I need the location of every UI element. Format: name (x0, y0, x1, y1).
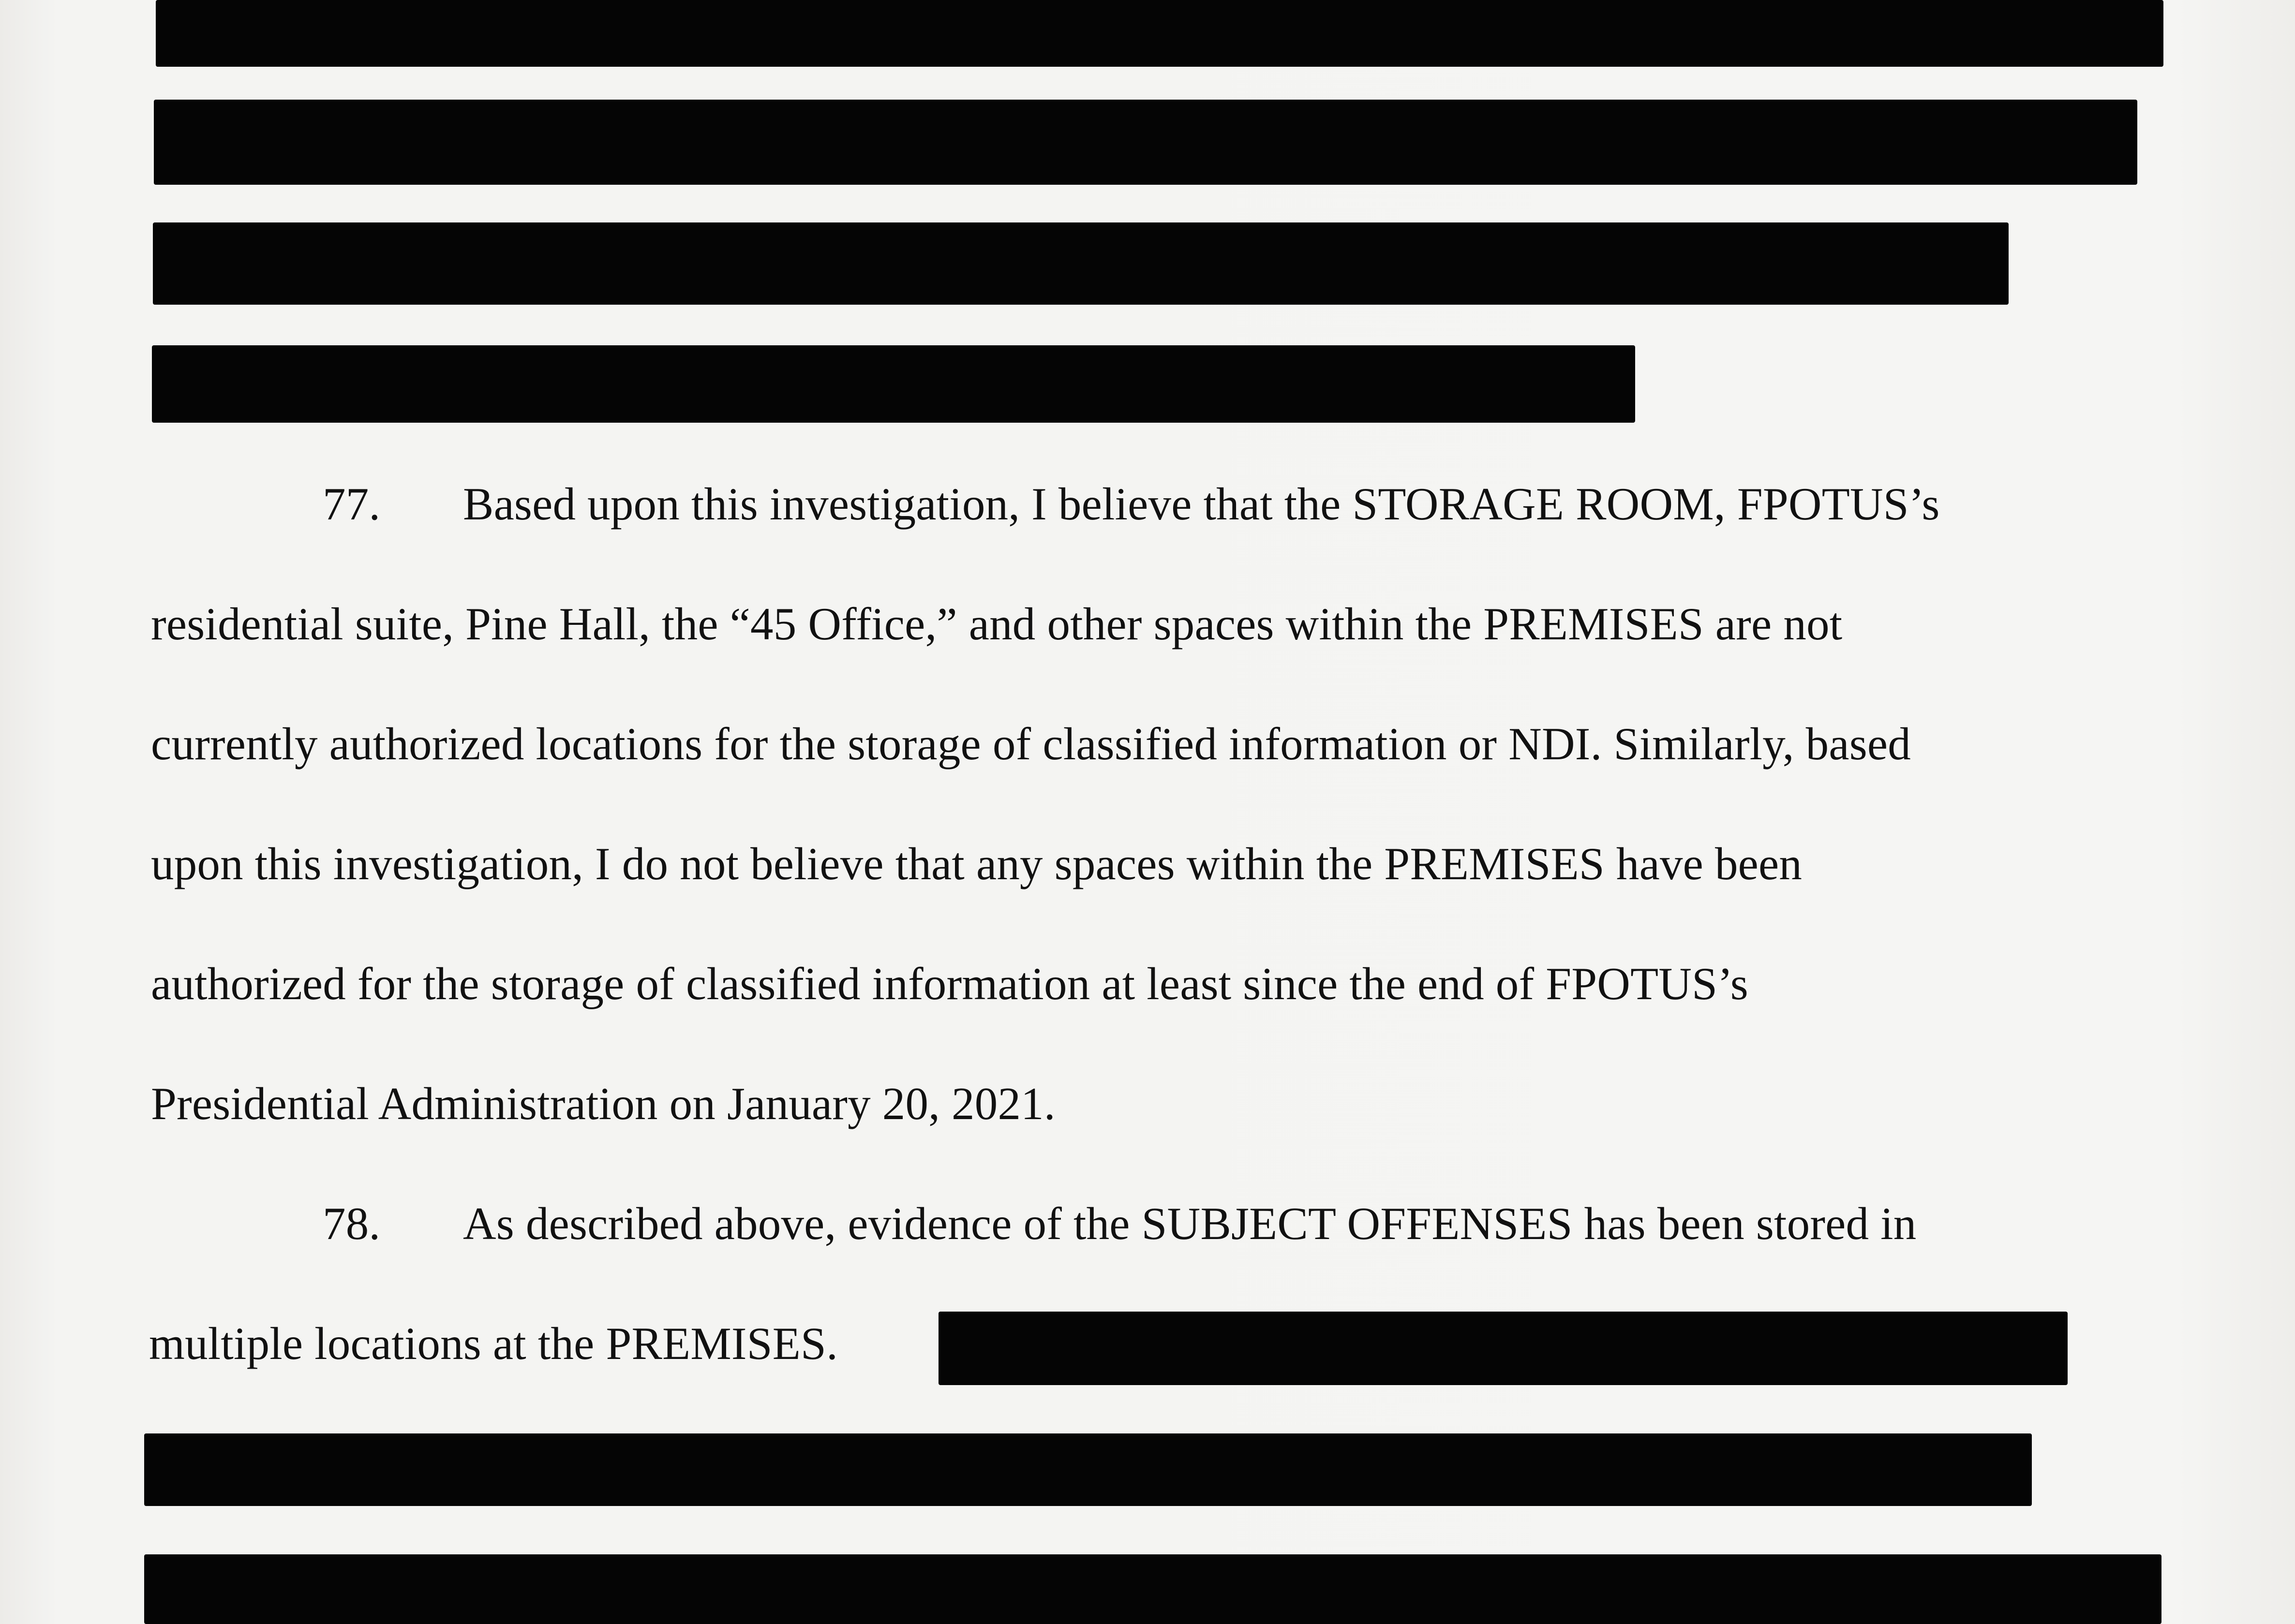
paragraph-text: upon this investigation, I do not believe that any spaces within the PREMISES have been (151, 838, 1803, 889)
paragraph-text: Presidential Administration on January 20, 2021. (151, 1078, 1056, 1129)
paragraph-text: multiple locations at the PREMISES. (149, 1318, 838, 1369)
paragraph-77-line-5 (151, 947, 1748, 1020)
redaction-bar (152, 345, 1635, 423)
paragraph-number: 78. (323, 1198, 381, 1249)
paragraph-text: As described above, evidence of the SUBJECT OFFENSES has been stored in (463, 1198, 1917, 1249)
redaction-bar (939, 1312, 2068, 1385)
paragraph-77-line-4 (151, 827, 1802, 900)
paragraph-77-line-2 (151, 588, 1842, 660)
paragraph-77-line-1 (151, 468, 1940, 540)
paragraph-78-line-2 (149, 1307, 838, 1380)
redaction-bar (153, 222, 2009, 305)
redaction-bar (154, 100, 2137, 185)
paragraph-text: authorized for the storage of classified information at least since the end of FPOTUS’s (151, 958, 1748, 1009)
paragraph-text: residential suite, Pine Hall, the “45 Office,” and other spaces within the PREMISES are not (151, 598, 1843, 650)
paragraph-78-line-1 (151, 1187, 1916, 1260)
paragraph-number: 77. (323, 478, 381, 530)
paragraph-text: currently authorized locations for the storage of classified information or NDI. Similarly, based (151, 718, 1911, 769)
paragraph-77-line-6 (151, 1067, 1056, 1140)
redaction-bar (156, 0, 2163, 67)
paragraph-text: Based upon this investigation, I believe that the STORAGE ROOM, FPOTUS’s (463, 478, 1940, 530)
redaction-bar (144, 1554, 2161, 1624)
redaction-bar (144, 1433, 2032, 1506)
paragraph-77-line-3 (151, 708, 1911, 780)
